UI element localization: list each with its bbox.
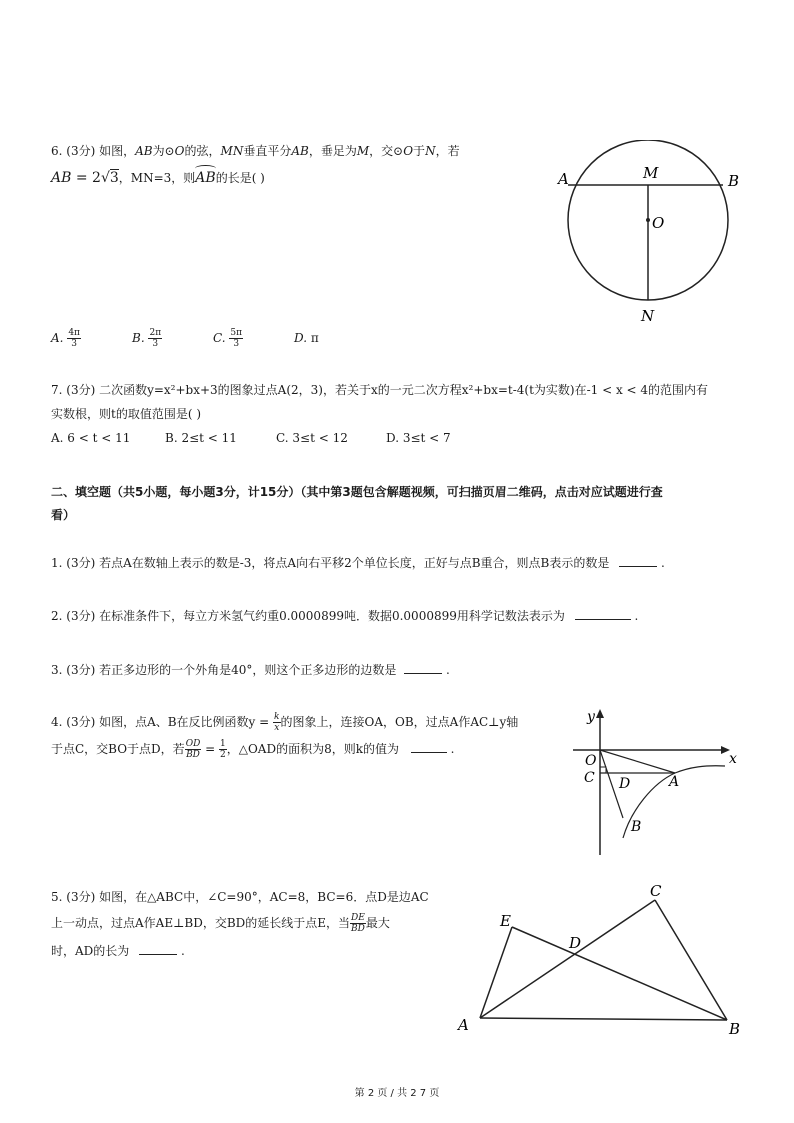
q4-hyperbola-figure xyxy=(565,705,750,860)
label-o: O xyxy=(652,214,665,232)
label-m: M xyxy=(643,164,659,182)
label-d: D xyxy=(569,934,582,952)
label-e: E xyxy=(500,912,511,930)
answer-blank-1[interactable] xyxy=(619,554,657,567)
label-b: B xyxy=(729,1020,741,1038)
fill-question-2: 2. (3分) 在标准条件下，每立方米氢气约重0.0000899吨．数据0.0000899用科学记数法表示为 . xyxy=(51,609,639,623)
label-c: C xyxy=(584,770,595,786)
label-n: N xyxy=(641,307,655,325)
label-b: B xyxy=(631,819,642,835)
q6-circle-figure xyxy=(548,140,748,330)
answer-blank-3[interactable] xyxy=(404,661,442,674)
q6-option-c[interactable]: C. $\frac{5\pi}{3}$ xyxy=(213,328,243,349)
segment-cb xyxy=(655,900,727,1020)
q6-option-d[interactable]: D. π xyxy=(294,331,319,345)
label-y: y xyxy=(587,709,595,725)
segment-eb xyxy=(512,927,727,1020)
label-c: C xyxy=(650,882,662,900)
q6-line2: AB = 2√3，MN=3，则 AB的长是( ) xyxy=(51,168,265,188)
q7-option-c[interactable]: C. 3≤t < 12 xyxy=(276,431,348,445)
fill-question-4-line2: 于点C，交BO于点D，若 $\frac{OD}{BD}$ = $\frac{1}{2}$ ，△OAD的面积为8，则k的值为 . xyxy=(51,739,455,760)
answer-blank-4[interactable] xyxy=(411,740,447,753)
answer-blank-2[interactable] xyxy=(575,607,631,620)
label-d: D xyxy=(619,776,631,792)
fill-question-5-line3: 时，AD的长为 . xyxy=(51,944,185,958)
segment-ae xyxy=(480,927,512,1018)
label-x: x xyxy=(729,751,737,767)
q7-option-d[interactable]: D. 3≤t < 7 xyxy=(386,431,451,445)
q7-line2: 实数根，则t的取值范围是( ) xyxy=(51,407,202,421)
arc-ab: AB xyxy=(195,168,215,188)
label-a: A xyxy=(558,170,569,188)
q6-option-b[interactable]: B. $\frac{2\pi}{3}$ xyxy=(132,328,162,349)
label-o: O xyxy=(585,753,597,769)
label-b: B xyxy=(728,172,740,190)
answer-blank-5[interactable] xyxy=(139,942,177,955)
q6-line1: 6. (3分) 如图，AB为⊙O的弦，MN垂直平分AB，垂足为M，交⊙O于N，若 xyxy=(51,144,460,158)
segment-ab xyxy=(480,1018,727,1020)
sqrt-sign: √ xyxy=(100,170,110,186)
fill-question-3: 3. (3分) 若正多边形的一个外角是40°，则这个正多边形的边数是 . xyxy=(51,663,450,677)
q6-option-a[interactable]: A. $\frac{4\pi}{3}$ xyxy=(51,328,80,349)
center-o xyxy=(646,218,650,222)
section-2-heading: 二、填空题（共5小题，每小题3分，计15分）（其中第3题包含解题视频，可扫描页眉二维码，点击对应试题进行查 xyxy=(51,485,663,499)
y-axis-arrow xyxy=(596,709,604,718)
fill-question-1: 1. (3分) 若点A在数轴上表示的数是-3，将点A向右平移2个单位长度，正好与点B重合，则点B表示的数是 . xyxy=(51,556,665,570)
section-2-heading-cont: 看） xyxy=(51,508,76,522)
page-footer: 第 2 页 / 共 2 7 页 xyxy=(354,1088,440,1099)
segment-oa xyxy=(600,750,675,773)
q7-option-a[interactable]: A. 6 < t < 11 xyxy=(51,431,131,445)
fill-question-4-line1: 4. (3分) 如图，点A、B在反比例函数y = $\frac{k}{x}$ 的图象上，连接OA，OB，过点A作AC⊥y轴 xyxy=(51,712,519,733)
q7-option-b[interactable]: B. 2≤t < 11 xyxy=(165,431,237,445)
label-a: A xyxy=(669,774,680,790)
right-angle-mark xyxy=(600,767,606,773)
q5-triangle-figure xyxy=(450,880,750,1040)
fill-question-5-line2: 上一动点，过点A作AE⊥BD，交BD的延长线于点E，当 $\frac{DE}{BD}$ 最大 xyxy=(51,913,390,934)
q7-line1: 7. (3分) 二次函数y=x²+bx+3的图象过点A(2，3)，若关于x的一元二次方程x²+bx=t-4(t为实数)在-1 < x < 4的范围内有 xyxy=(51,383,709,397)
fill-question-5-line1: 5. (3分) 如图，在△ABC中，∠C=90°，AC=8，BC=6．点D是边AC xyxy=(51,890,429,904)
label-a: A xyxy=(458,1016,469,1034)
